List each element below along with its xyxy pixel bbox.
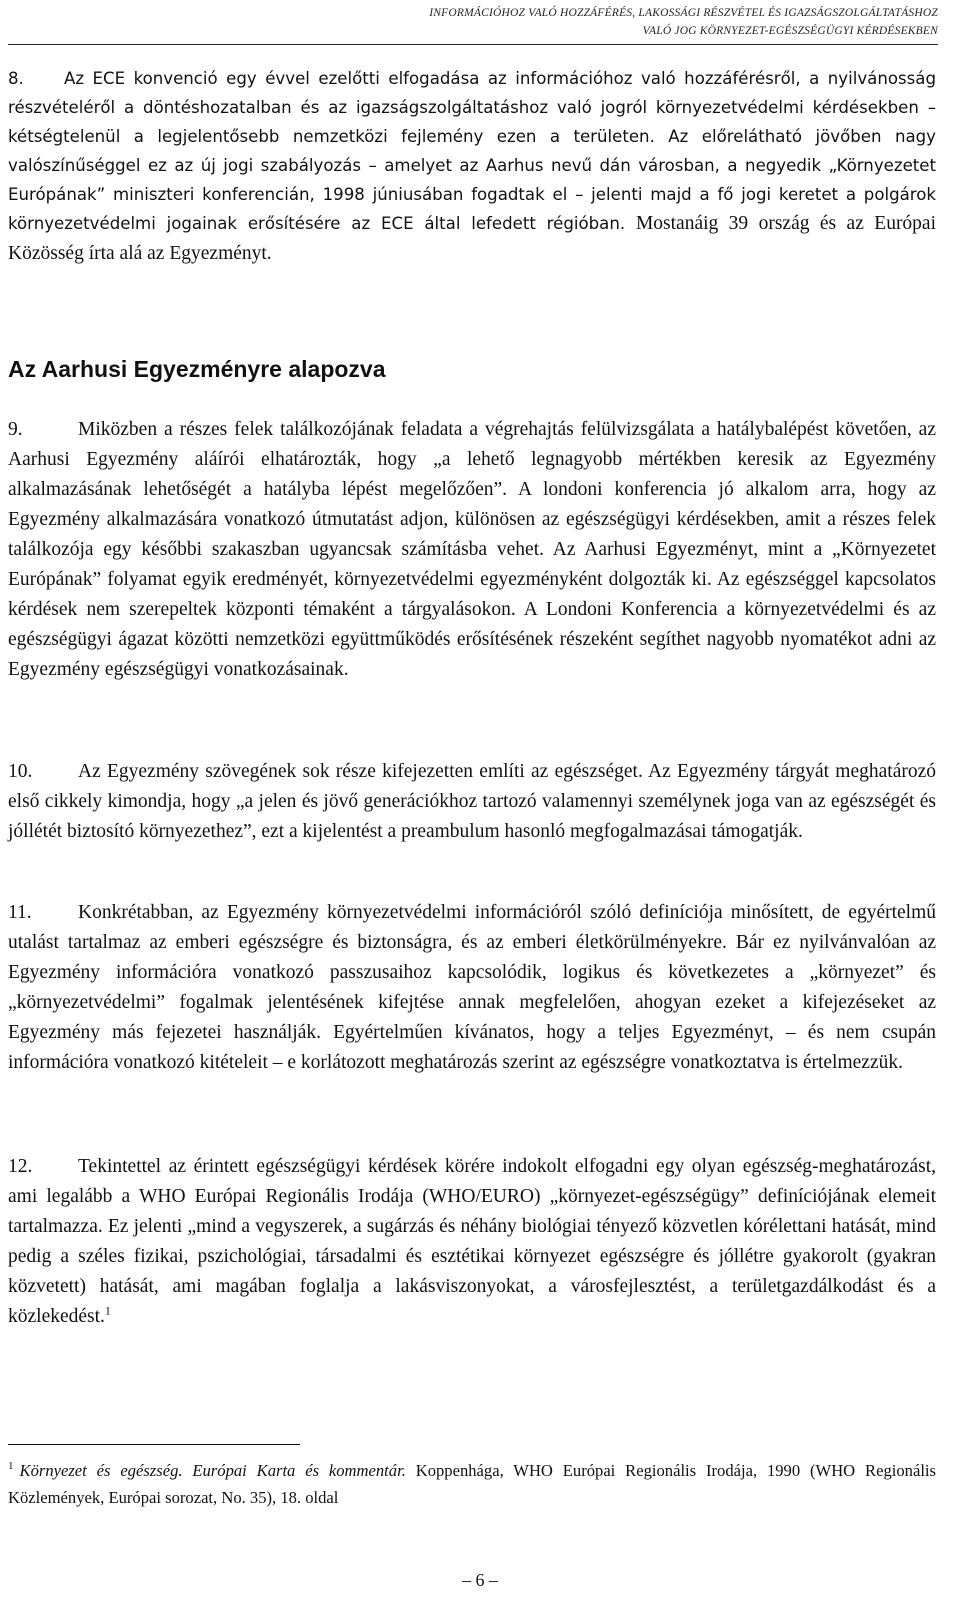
paragraph-text: Az ECE konvenció egy évvel ezelőtti elfogadása az információhoz való hozzáférésről, a nyilvánosság részvételéről a döntéshozatalban és az igazságszolgáltatáshoz való jogról környezetvédelmi kérdésekben – kétségtelenül a legjelentősebb nemzetközi fejlemény ezen a területen. Az előrelátható jövőben nagy valószínűséggel ez az új jogi szabályozás – amelyet az Aarhus nevű dán városban, a negyedik „Környezetet Európának” miniszteri konferencián, 1998 júniusában fogadtak el – jelenti majd a fő jogi keretet a polgárok környezetvédelmi jogainak erősítésére az ECE által lefedett régióban. <box>8 69 936 233</box>
paragraph-number: 11. <box>8 902 32 923</box>
paragraph-9 <box>8 415 936 685</box>
paragraph-12 <box>8 1152 936 1332</box>
paragraph-number: 8. <box>8 69 24 88</box>
footnote-reference[interactable]: 1 <box>104 1303 111 1318</box>
footnote-marker: 1 <box>8 1460 14 1473</box>
page-number: – 6 – <box>462 1570 498 1590</box>
footnote <box>8 1457 936 1511</box>
paragraph-number: 9. <box>8 419 23 440</box>
footnote-divider <box>8 1444 300 1445</box>
running-header-line-1: INFORMÁCIÓHOZ VALÓ HOZZÁFÉRÉS, LAKOSSÁGI RÉSZVÉTEL ÉS IGAZSÁGSZOLGÁLTATÁSHOZ <box>429 7 938 19</box>
section-heading: Az Aarhusi Egyezményre alapozva <box>8 356 386 382</box>
paragraph-8 <box>8 64 936 269</box>
paragraph-text: Tekintettel az érintett egészségügyi kérdések körére indokolt elfogadni egy olyan egészség-meghatározást, ami legalább a WHO Európai Regionális Irodája (WHO/EURO) „környezet-egészségügy” definíciójának elemeit tartalmazza. Ez jelenti „mind a vegyszerek, a sugárzás és néhány biológiai tényező közvetlen kórélettani hatását, mind pedig a széles fizikai, pszichológiai, társadalmi és esztétikai környezet egészségre és jóllétre gyakorolt (gyakran közvetett) hatását, ami magában foglalja a lakásviszonyokat, a városfejlesztést, a területgazdálkodást és a közlekedést. <box>8 1156 936 1327</box>
footnote-title: Környezet és egészség. Európai Karta és kommentár. <box>19 1461 406 1480</box>
paragraph-text-tail: Mostanáig 39 ország és az Európai Közösség írta alá az Egyezményt. <box>8 213 937 264</box>
paragraph-number: 12. <box>8 1156 33 1177</box>
header-divider <box>8 44 938 45</box>
paragraph-text: Konkrétabban, az Egyezmény környezetvédelmi információról szóló definíciója minősített, de egyértelmű utalást tartalmaz az emberi egészségre és biztonságra, és az emberi életkörülményekre. Bár ez nyilvánvalóan az Egyezmény információra vonatkozó passzusaihoz kapcsolódik, logikus és következetes a „környezet” és „környezetvédelmi” fogalmak jelentésének kifejtése annak megfelelően, ahogyan ezeket a kifejezéseket az Egyezmény más fejezetei használják. Egyértelműen kívánatos, hogy a teljes Egyezményt, – és nem csupán információra vonatkozó kitételeit – e korlátozott meghatározás szerint az egészségre vonatkoztatva is értelmezzük. <box>8 902 936 1073</box>
paragraph-10 <box>8 757 936 847</box>
paragraph-text: Miközben a részes felek találkozójának feladata a végrehajtás felülvizsgálata a hatálybalépést követően, az Aarhusi Egyezmény aláírói elhatározták, hogy „a lehető legnagyobb mértékben keresik az Egyezmény alkalmazásának lehetőségét a hatályba lépést megelőzően”. A londoni konferencia jó alkalom arra, hogy az Egyezmény alkalmazására vonatkozó útmutatást adjon, különösen az egészségügyi kérdésekben, amit a részes felek találkozója egy későbbi szakaszban ugyancsak számításba vehet. Az Aarhusi Egyezményt, mint a „Környezetet Európának” folyamat egyik eredményét, környezetvédelmi egyezményként dolgozták ki. Az egészséggel kapcsolatos kérdések nem szerepeltek központi témaként a tárgyalásokon. A Londoni Konferencia a környezetvédelmi és az egészségügyi ágazat közötti nemzetközi együttműködés erősítésének részeként segíthet nagyobb nyomatékot adni az Egyezmény egészségügyi vonatkozásainak. <box>8 419 936 680</box>
paragraph-11 <box>8 898 936 1078</box>
paragraph-number: 10. <box>8 761 33 782</box>
footnote-text: Koppenhága, WHO Európai Regionális Irodája, 1990 (WHO Regionális Közlemények, Európai sorozat, No. 35), 18. oldal <box>8 1461 936 1507</box>
running-header <box>429 4 938 40</box>
running-header-line-2: VALÓ JOG KÖRNYEZET-EGÉSZSÉGÜGYI KÉRDÉSEKBEN <box>642 25 938 37</box>
paragraph-text: Az Egyezmény szövegének sok része kifejezetten említi az egészséget. Az Egyezmény tárgyát meghatározó első cikkely kimondja, hogy „a jelen és jövő generációkhoz tartozó valamennyi személynek joga van az egészségét és jóllétét biztosító környezethez”, ezt a kijelentést a preambulum hasonló megfogalmazásai támogatják. <box>8 761 936 842</box>
